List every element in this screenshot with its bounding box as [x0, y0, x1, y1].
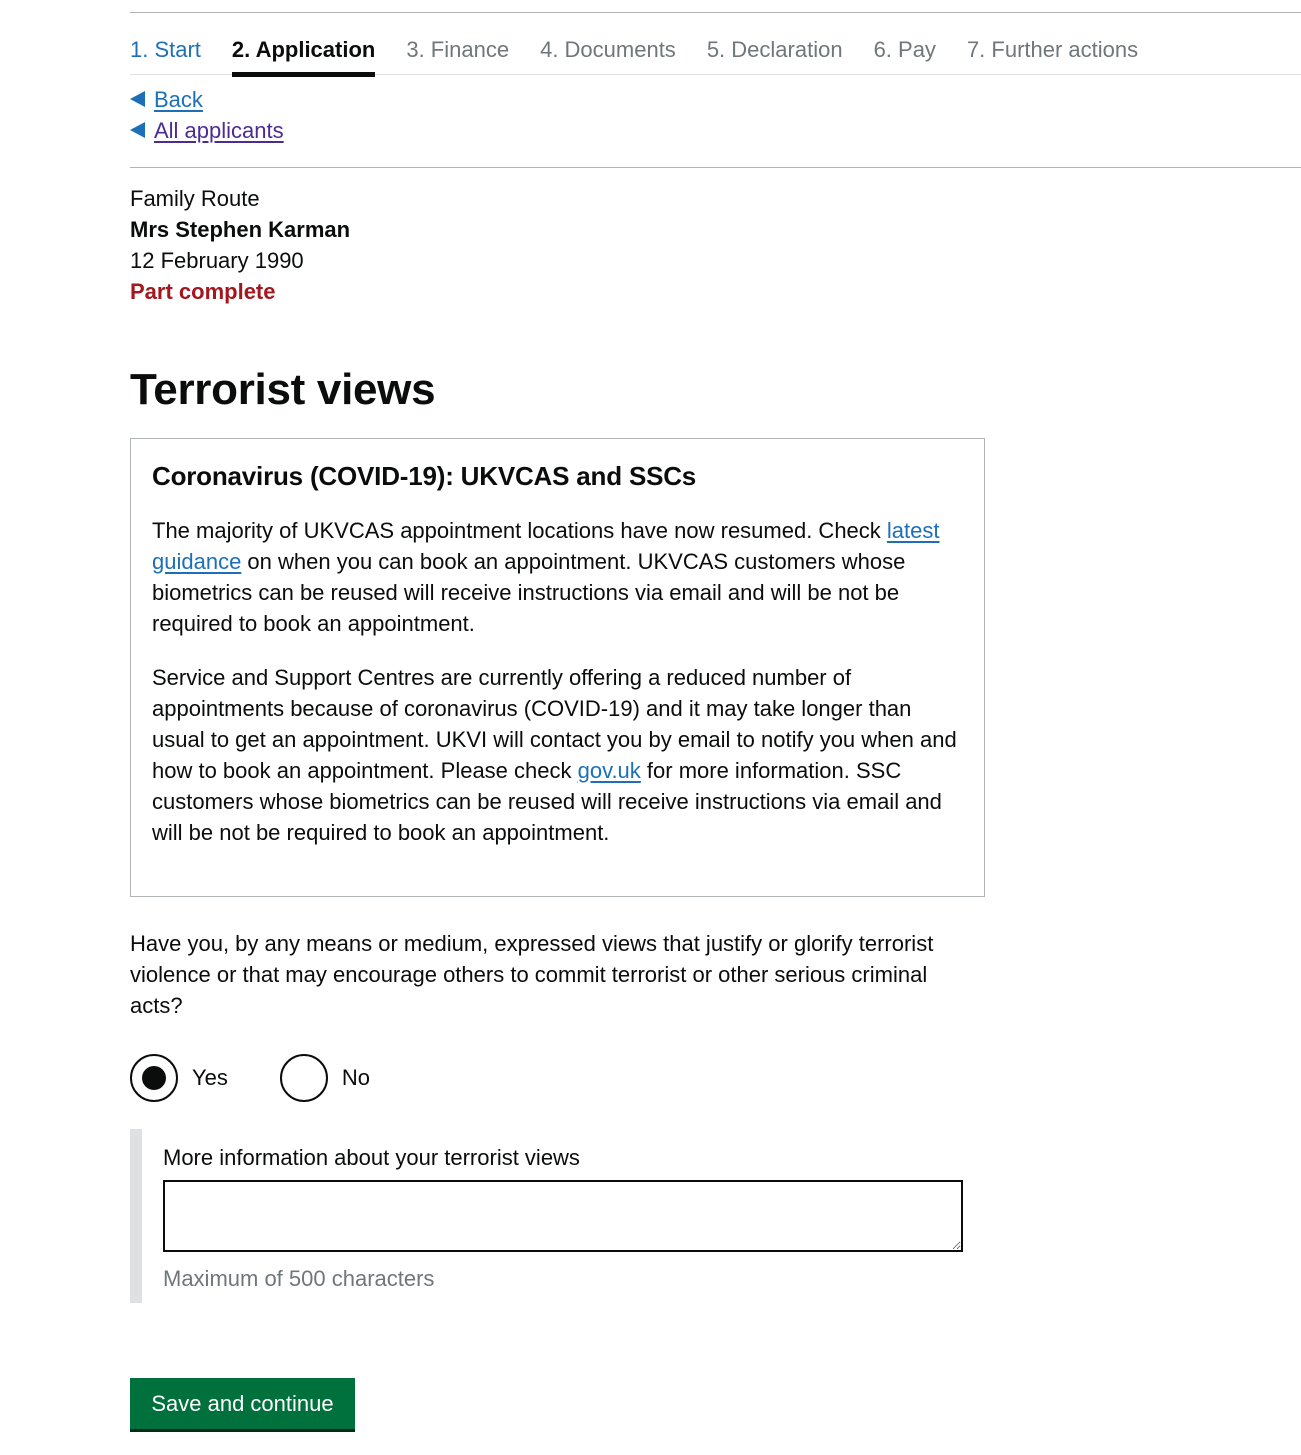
character-limit-hint: Maximum of 500 characters [163, 1266, 435, 1291]
status-badge: Part complete [130, 279, 276, 304]
section-divider [130, 167, 1301, 168]
back-links [130, 84, 284, 146]
page-title: Terrorist views [130, 365, 436, 414]
progress-steps [130, 30, 1301, 75]
radio-no-label[interactable]: No [341, 1065, 371, 1090]
radio-no-circle[interactable] [280, 1054, 328, 1102]
step-pay: 6. Pay [873, 37, 936, 62]
left-triangle-icon [130, 91, 145, 107]
radio-yes-label[interactable]: Yes [192, 1065, 228, 1090]
all-applicants-link-text[interactable]: All applicants [154, 118, 284, 143]
step-declaration: 5. Declaration [706, 37, 843, 62]
save-and-continue-button[interactable]: Save and continue [130, 1378, 355, 1429]
applicant-dob: 12 February 1990 [130, 248, 304, 273]
back-link-text[interactable]: Back [154, 87, 203, 112]
radio-yes-circle[interactable] [130, 1054, 178, 1102]
step-start[interactable]: 1. Start [130, 37, 201, 62]
question-text: Have you, by any means or medium, expressed views that justify or glorify terrorist violence or that may encourage others to commit terrorist or other serious criminal acts? [130, 931, 934, 1018]
latest-guidance-link[interactable]: latest guidance [152, 518, 940, 574]
top-divider [130, 12, 1301, 13]
notice-heading: Coronavirus (COVID-19): UKVCAS and SSCs [152, 461, 697, 491]
applicant-route: Family Route [130, 186, 260, 211]
applicant-name: Mrs Stephen Karman [130, 217, 351, 242]
radio-no[interactable] [280, 1054, 370, 1102]
step-documents: 4. Documents [540, 37, 676, 62]
step-application: 2. Application [232, 30, 375, 74]
step-further-actions: 7. Further actions [966, 37, 1139, 62]
notice-paragraph-2: Service and Support Centres are currently offering a reduced number of appointments because of coronavirus (COVID-19) and it may take longer than usual to get an appointment. UKVI will contact you by email to notify you when and how to book an appointment. Please check gov.uk for more information. SSC customers whose biometrics can be reused will receive instructions via email and will be not be required to book an appointment. [152, 665, 957, 845]
more-info-label: More information about your terrorist views [163, 1145, 580, 1170]
yes-no-radios [130, 1054, 422, 1102]
notice-paragraph-1: The majority of UKVCAS appointment locations have now resumed. Check latest guidance on when you can book an appointment. UKVCAS customers whose biometrics can be reused will receive instructions via email and will be not be required to book an appointment. [152, 518, 940, 636]
applicant-summary [130, 183, 350, 307]
conditional-reveal [130, 1129, 990, 1303]
left-triangle-icon [130, 122, 145, 138]
back-link[interactable] [130, 84, 284, 115]
radio-yes[interactable] [130, 1054, 228, 1102]
covid-notice-panel [130, 438, 985, 897]
step-finance: 3. Finance [406, 37, 510, 62]
gov-uk-link[interactable]: gov.uk [577, 758, 641, 783]
more-info-textarea[interactable] [163, 1180, 963, 1252]
all-applicants-link[interactable] [130, 115, 284, 146]
